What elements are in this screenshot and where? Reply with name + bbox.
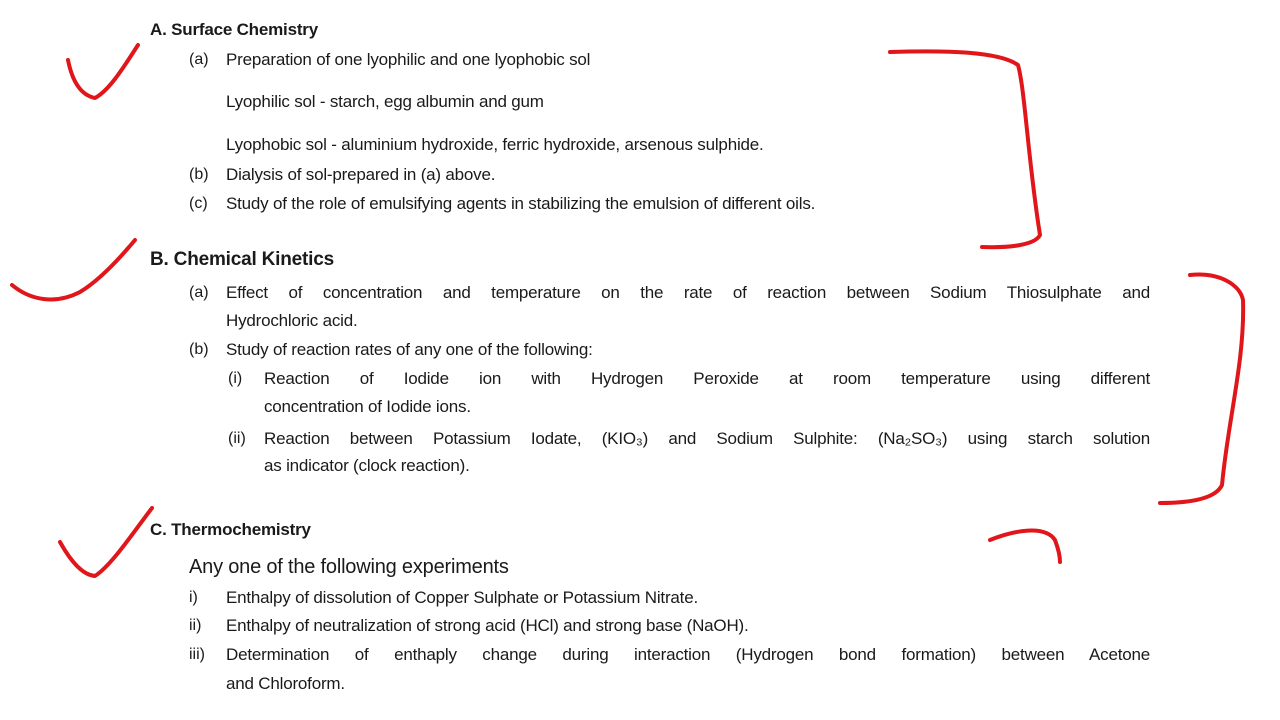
item-text: Dialysis of sol-prepared in (a) above. xyxy=(226,165,496,184)
item-text: Reaction of Iodide ion with Hydrogen Peroxide at room temperature using different xyxy=(264,369,1150,388)
checkmark-icon xyxy=(68,45,138,98)
item-text-continued: and Chloroform. xyxy=(226,674,345,693)
item-text: Study of the role of emulsifying agents in stabilizing the emulsion of different oils. xyxy=(226,194,816,213)
item-text: Lyophilic sol - starch, egg albumin and gum xyxy=(226,92,544,111)
section-heading-surface-chemistry: A. Surface Chemistry xyxy=(150,20,318,39)
item-text: Enthalpy of dissolution of Copper Sulphate or Potassium Nitrate. xyxy=(226,588,698,607)
item-label: (c) xyxy=(189,195,208,212)
bracket-icon xyxy=(1160,275,1243,503)
item-text-continued: Hydrochloric acid. xyxy=(226,311,358,330)
bracket-icon xyxy=(990,531,1060,562)
bracket-icon xyxy=(890,51,1040,247)
item-label: ii) xyxy=(189,617,202,634)
item-text-continued: as indicator (clock reaction). xyxy=(264,456,470,475)
item-text: Lyophobic sol - aluminium hydroxide, ferric hydroxide, arsenous sulphide. xyxy=(226,135,764,154)
item-label: (a) xyxy=(189,284,209,301)
item-label: (b) xyxy=(189,341,209,358)
item-label: (i) xyxy=(228,370,243,387)
item-text: Study of reaction rates of any one of the following: xyxy=(226,340,593,359)
section-heading-chemical-kinetics: B. Chemical Kinetics xyxy=(150,249,334,270)
item-text: Determination of enthaply change during interaction (Hydrogen bond formation) between Acetone xyxy=(226,645,1150,664)
item-label: (ii) xyxy=(228,430,246,447)
section-heading-thermochemistry: C. Thermochemistry xyxy=(150,520,311,539)
item-label: i) xyxy=(189,589,198,606)
item-label: (b) xyxy=(189,166,209,183)
item-text: Reaction between Potassium Iodate, (KIO₃) and Sodium Sulphite: (Na₂SO₃) using starch solution xyxy=(264,429,1150,448)
checkmark-icon xyxy=(12,240,135,299)
section-intro: Any one of the following experiments xyxy=(189,556,509,578)
item-label: iii) xyxy=(189,646,205,663)
item-text: Preparation of one lyophilic and one lyophobic sol xyxy=(226,50,591,69)
item-text: Enthalpy of neutralization of strong acid (HCl) and strong base (NaOH). xyxy=(226,616,749,635)
item-text: Effect of concentration and temperature on the rate of reaction between Sodium Thiosulphate and xyxy=(226,283,1150,302)
item-label: (a) xyxy=(189,51,209,68)
checkmark-icon xyxy=(60,508,152,576)
item-text-continued: concentration of Iodide ions. xyxy=(264,397,471,416)
